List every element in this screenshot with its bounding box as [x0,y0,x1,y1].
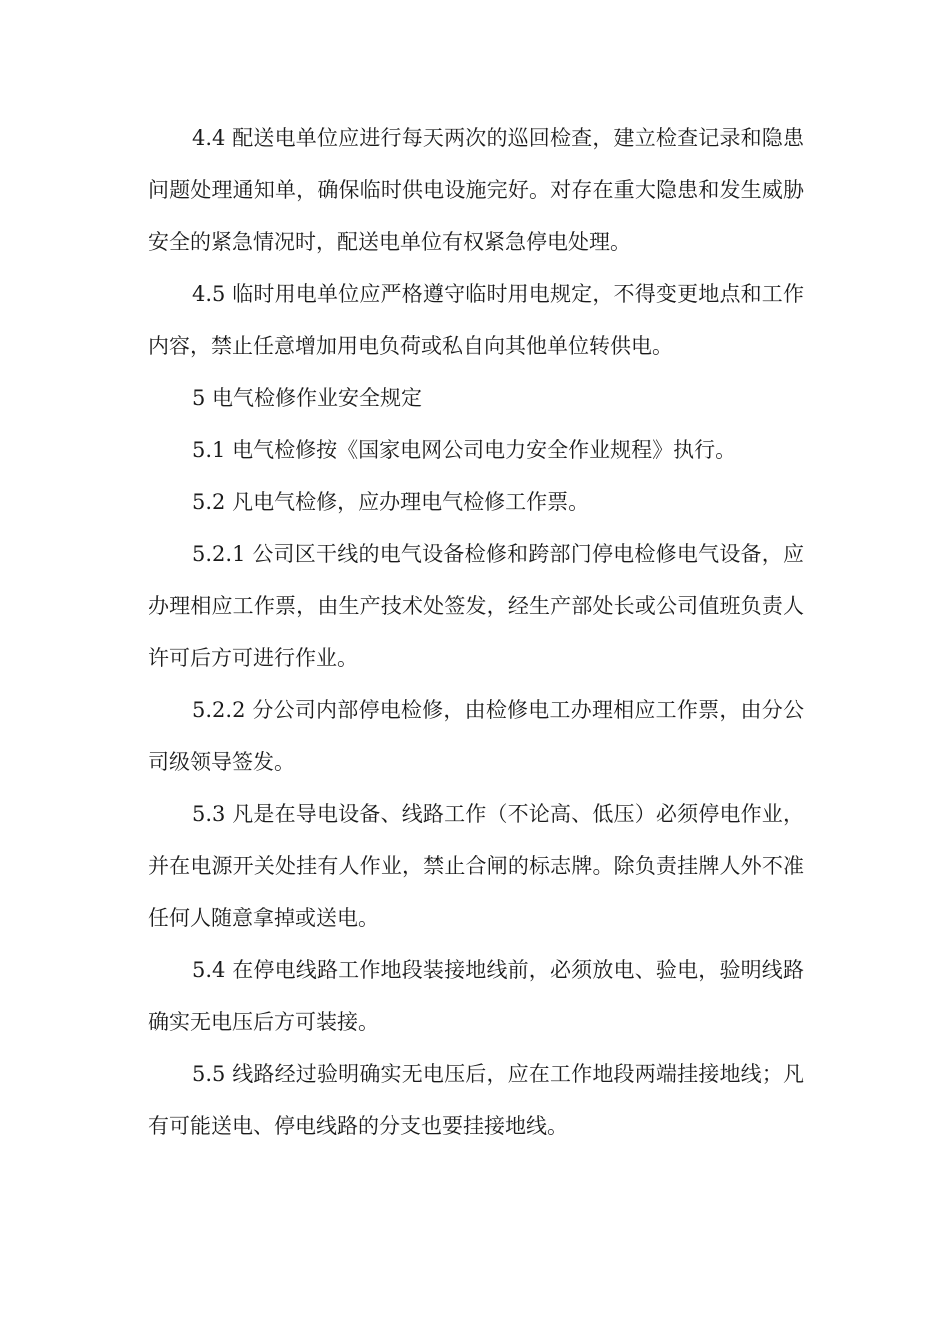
paragraph-5-2-1: 5.2.1 公司区干线的电气设备检修和跨部门停电检修电气设备，应办理相应工作票，由生产技术处签发，经生产部处长或公司值班负责人许可后方可进行作业。 [148,542,804,670]
paragraph-5-2: 5.2 凡电气检修，应办理电气检修工作票。 [192,490,590,514]
paragraph-4-5: 4.5 临时用电单位应严格遵守临时用电规定，不得变更地点和工作内容，禁止任意增加用电负荷或私自向其他单位转供电。 [148,282,804,358]
paragraph-4-4: 4.4 配送电单位应进行每天两次的巡回检查，建立检查记录和隐患问题处理通知单，确保临时供电设施完好。对存在重大隐患和发生威胁安全的紧急情况时，配送电单位有权紧急停电处理。 [148,126,804,254]
document-body [148,112,804,1152]
paragraph-5-1: 5.1 电气检修按《国家电网公司电力安全作业规程》执行。 [192,438,737,462]
paragraph-5-4: 5.4 在停电线路工作地段装接地线前，必须放电、验电，验明线路确实无电压后方可装接。 [148,958,804,1034]
paragraph-5-2-2: 5.2.2 分公司内部停电检修，由检修电工办理相应工作票，由分公司级领导签发。 [148,698,804,774]
paragraph-5-5: 5.5 线路经过验明确实无电压后，应在工作地段两端挂接地线；凡有可能送电、停电线路的分支也要挂接地线。 [148,1062,804,1138]
section-heading-5: 5 电气检修作业安全规定 [192,386,423,410]
paragraph-5-3: 5.3 凡是在导电设备、线路工作（不论高、低压）必须停电作业，并在电源开关处挂有人作业，禁止合闸的标志牌。除负责挂牌人外不准任何人随意拿掉或送电。 [148,802,804,930]
